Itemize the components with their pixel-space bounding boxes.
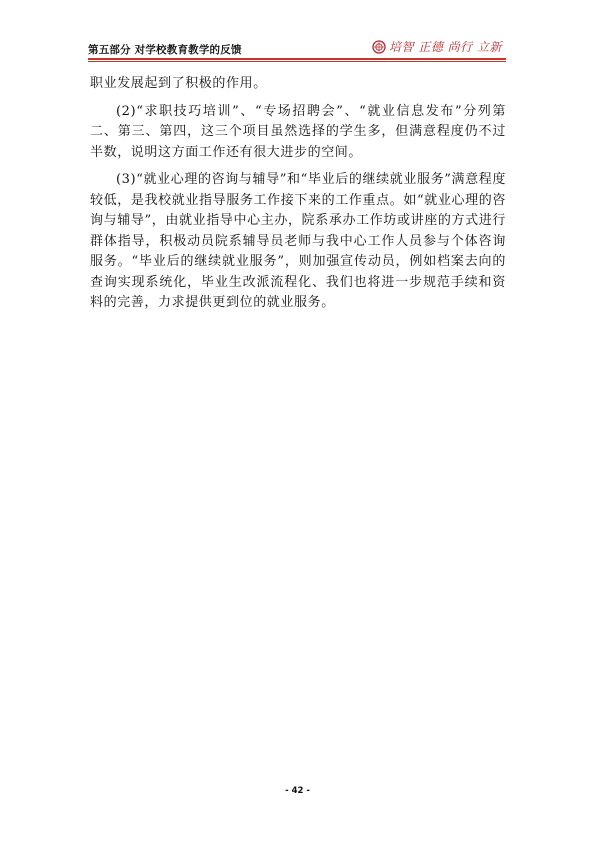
school-emblem-icon (372, 40, 386, 54)
school-motto: 培智 正德 尚行 立新 (389, 40, 502, 54)
paragraph-item-3: (3)“就业心理的咨询与辅导”和“毕业后的继续就业服务”满意程度较低，是我校就业指导服务工作接下来的工作重点。如“就业心理的咨询与辅导”，由就业指导中心主办，院系承办工作坊或讲座的方式进行群体指导，积极动员院系辅导员老师与我中心工作人员参与个体咨询服务。“毕业后的继续就业服务”，则加强宣传动员，例如档案去向的查询实现系统化，毕业生改派流程化、我们也将进一步规范手续和资料的完善，力求提供更到位的就业服务。 (90, 172, 506, 310)
paragraph-continuation: 职业发展起到了积极的作用。 (90, 76, 267, 91)
section-title: 第五部分 对学校教育教学的反馈 (88, 44, 242, 56)
paragraph-item-2: (2)“求职技巧培训”、“专场招聘会”、“就业信息发布”分列第二、第三、第四，这三个项目虽然选择的学生多，但满意程度仍不过半数，说明这方面工作还有很大进步的空间。 (90, 103, 506, 160)
header-divider-thin (88, 61, 506, 62)
body-content (90, 74, 506, 321)
page-number: - 42 - (285, 786, 310, 796)
page-header (88, 38, 508, 66)
header-divider-thick (88, 58, 506, 60)
school-logo (372, 38, 502, 55)
